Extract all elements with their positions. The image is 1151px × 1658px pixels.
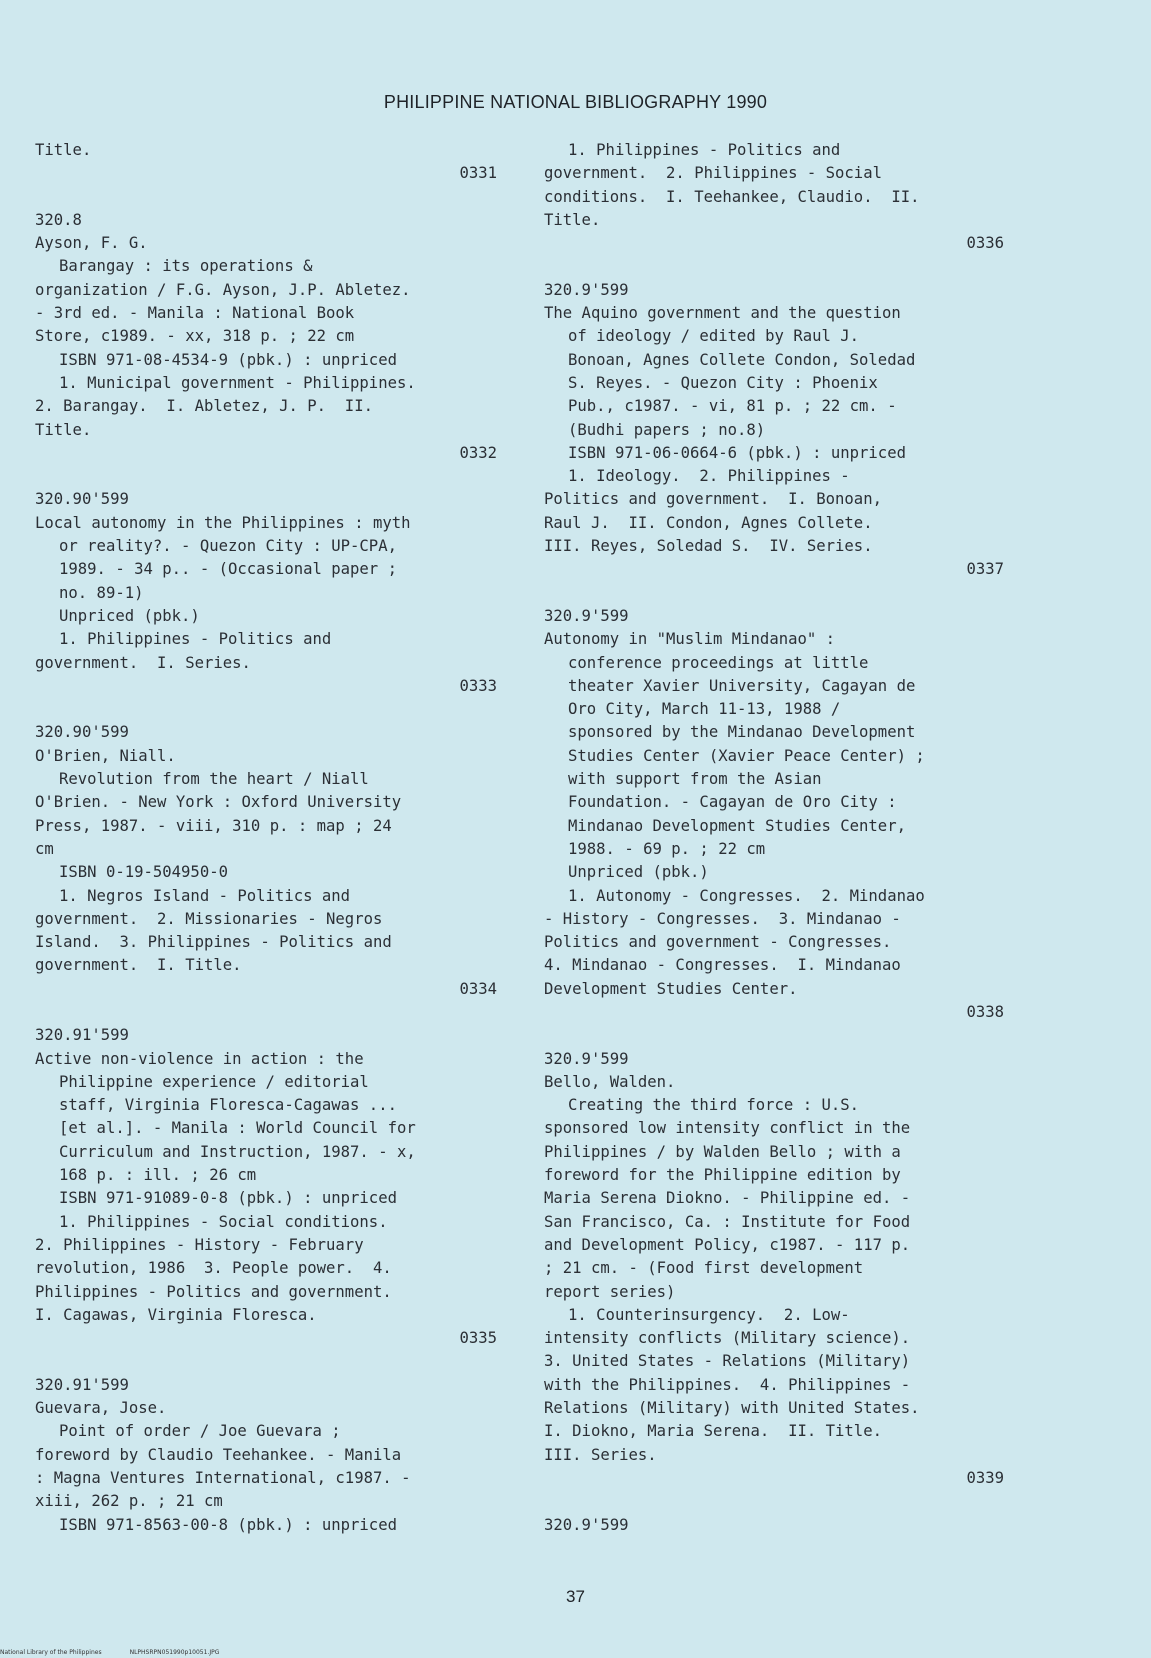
entry-line: Bello, Walden.: [544, 1072, 676, 1091]
entry-line: 1. Municipal government - Philippines.: [59, 373, 416, 392]
entry-line: 320.8: [35, 210, 82, 229]
entry-line: O'Brien, Niall.: [35, 746, 176, 765]
entry-spacer: [544, 1490, 1004, 1513]
entry-line: government. I. Series.: [35, 653, 251, 672]
bibliography-entry: [35, 1374, 497, 1537]
entry-line: Relations (Military) with United States.: [544, 1399, 920, 1418]
entry-line: organization / F.G. Ayson, J.P. Abletez.: [35, 280, 411, 299]
entry-line: Mindanao Development Studies Center,: [568, 816, 906, 835]
entry-line: ISBN 971-8563-00-8 (pbk.) : unpriced: [59, 1515, 397, 1534]
footer-source: National Library of the Philippines: [0, 1649, 102, 1656]
entry-spacer: [35, 186, 497, 209]
entry-line: Local autonomy in the Philippines : myth: [35, 513, 411, 532]
entry-line: 2. Philippines - History - February: [35, 1235, 364, 1254]
entry-line: 4. Mindanao - Congresses. I. Mindanao: [544, 956, 901, 975]
entry-line: 320.9'599: [544, 1049, 629, 1068]
entry-line: conference proceedings at little: [568, 653, 869, 672]
entry-line: Pub., c1987. - vi, 81 p. ; 22 cm. -: [568, 397, 897, 416]
entry-line: Creating the third force : U.S.: [568, 1096, 860, 1115]
entry-spacer: [35, 1001, 497, 1024]
entry-line: 2. Barangay. I. Abletez, J. P. II.: [35, 397, 373, 416]
entry-line: III. Series.: [544, 1445, 657, 1464]
entry-line: Press, 1987. - viii, 310 p. : map ; 24: [35, 816, 392, 835]
entry-line: and Development Policy, c1987. - 117 p.: [544, 1235, 911, 1254]
entry-line: or reality?. - Quezon City : UP-CPA,: [59, 537, 397, 556]
entry-number: 0332: [459, 443, 497, 462]
bibliography-entry: [35, 139, 497, 186]
entry-line: 320.90'599: [35, 490, 129, 509]
entry-line: with the Philippines. 4. Philippines -: [544, 1375, 911, 1394]
entry-number: 0331: [459, 164, 497, 183]
entry-line: government. 2. Missionaries - Negros: [35, 909, 383, 928]
entry-line: Unpriced (pbk.): [59, 606, 200, 625]
entry-line: Point of order / Joe Guevara ;: [59, 1422, 341, 1441]
entry-spacer: [35, 698, 497, 721]
entry-spacer: [544, 255, 1004, 278]
entry-line: Politics and government. I. Bonoan,: [544, 490, 882, 509]
entry-line: Title.: [35, 141, 92, 159]
entry-line: Curriculum and Instruction, 1987. - x,: [59, 1142, 416, 1161]
entry-line: 1. Counterinsurgency. 2. Low-: [568, 1305, 850, 1324]
entry-line: with support from the Asian: [568, 770, 822, 789]
entry-line: theater Xavier University, Cagayan de: [568, 676, 916, 695]
footer-file: NLPHSRPN051990p10051.JPG: [129, 1649, 220, 1656]
entry-line: 1989. - 34 p.. - (Occasional paper ;: [59, 560, 397, 579]
entry-line: Guevara, Jose.: [35, 1399, 167, 1418]
entry-line: 320.9'599: [544, 606, 629, 625]
entry-line: Island. 3. Philippines - Politics and: [35, 933, 392, 952]
entry-line: - 3rd ed. - Manila : National Book: [35, 304, 355, 323]
entry-line: ISBN 0-19-504950-0: [59, 863, 228, 882]
entry-line: 320.9'599: [544, 1515, 629, 1534]
entry-line: Maria Serena Diokno. - Philippine ed. -: [544, 1189, 911, 1208]
entry-number: 0337: [966, 560, 1004, 579]
entry-number: 0333: [459, 676, 497, 695]
entry-line: S. Reyes. - Quezon City : Phoenix: [568, 373, 878, 392]
entry-line: (Budhi papers ; no.8): [568, 420, 766, 439]
entry-line: sponsored by the Mindanao Development: [568, 723, 916, 742]
entry-line: Philippines / by Walden Bello ; with a: [544, 1142, 901, 1161]
entry-line: - History - Congresses. 3. Mindanao -: [544, 909, 901, 928]
entry-line: government. I. Title.: [35, 956, 242, 975]
entry-line: 1. Negros Island - Politics and: [59, 886, 351, 905]
entry-line: O'Brien. - New York : Oxford University: [35, 793, 402, 812]
entry-line: sponsored low intensity conflict in the: [544, 1119, 911, 1138]
entry-line: government. 2. Philippines - Social: [544, 164, 882, 183]
entry-line: [et al.]. - Manila : World Council for: [59, 1119, 416, 1138]
entry-line: 1. Philippines - Politics and: [568, 141, 841, 159]
entry-line: 3. United States - Relations (Military): [544, 1352, 911, 1371]
left-column: [35, 139, 497, 1537]
right-column: [544, 139, 1004, 1537]
entry-line: Philippines - Politics and government.: [35, 1282, 392, 1301]
entry-line: 1988. - 69 p. ; 22 cm: [568, 839, 766, 858]
entry-line: foreword by Claudio Teehankee. - Manila: [35, 1445, 402, 1464]
entry-line: III. Reyes, Soledad S. IV. Series.: [544, 537, 873, 556]
entry-line: Raul J. II. Condon, Agnes Collete.: [544, 513, 873, 532]
bibliography-entry: [544, 605, 1004, 1024]
entry-line: Ayson, F. G.: [35, 234, 148, 253]
entry-line: conditions. I. Teehankee, Claudio. II.: [544, 187, 920, 206]
entry-line: I. Cagawas, Virginia Floresca.: [35, 1305, 317, 1324]
entry-line: Active non-violence in action : the: [35, 1049, 364, 1068]
entry-line: Title.: [35, 420, 92, 439]
entry-spacer: [35, 1350, 497, 1373]
entry-line: 320.9'599: [544, 280, 629, 299]
entry-line: 1. Autonomy - Congresses. 2. Mindanao: [568, 886, 925, 905]
entry-line: Unpriced (pbk.): [568, 863, 709, 882]
entry-line: 168 p. : ill. ; 26 cm: [59, 1166, 257, 1185]
entry-line: cm: [35, 839, 54, 858]
entry-line: 320.91'599: [35, 1375, 129, 1394]
entry-line: no. 89-1): [59, 583, 144, 602]
entry-line: xiii, 262 p. ; 21 cm: [35, 1492, 223, 1511]
page-header: PHILIPPINE NATIONAL BIBLIOGRAPHY 1990: [383, 92, 768, 112]
entry-line: Oro City, March 11-13, 1988 /: [568, 700, 841, 719]
entry-spacer: [544, 582, 1004, 605]
entry-line: revolution, 1986 3. People power. 4.: [35, 1259, 392, 1278]
entry-line: : Magna Ventures International, c1987. -: [35, 1468, 411, 1487]
bibliography-entry: [544, 139, 1004, 255]
entry-line: Studies Center (Xavier Peace Center) ;: [568, 746, 925, 765]
entry-line: Development Studies Center.: [544, 979, 798, 998]
bibliography-entry: [544, 1048, 1004, 1491]
bibliography-entry: [35, 209, 497, 465]
entry-line: staff, Virginia Floresca-Cagawas ...: [59, 1096, 397, 1115]
entry-spacer: [544, 1024, 1004, 1047]
entry-number: 0336: [966, 234, 1004, 253]
page-number: 37: [566, 1587, 585, 1606]
bibliography-entry: [35, 721, 497, 1001]
entry-line: Store, c1989. - xx, 318 p. ; 22 cm: [35, 327, 355, 346]
entry-line: ISBN 971-06-0664-6 (pbk.) : unpriced: [568, 443, 906, 462]
bibliography-entry: [35, 1024, 497, 1350]
entry-line: Politics and government - Congresses.: [544, 933, 892, 952]
entry-line: 320.90'599: [35, 723, 129, 742]
entry-line: intensity conflicts (Military science).: [544, 1329, 911, 1348]
entry-number: 0335: [459, 1329, 497, 1348]
entry-line: Title.: [544, 210, 601, 229]
entry-line: 320.91'599: [35, 1026, 129, 1045]
entry-line: Barangay : its operations &: [59, 257, 313, 276]
entry-line: of ideology / edited by Raul J.: [568, 327, 860, 346]
bibliography-entry: [35, 488, 497, 698]
entry-number: 0338: [966, 1002, 1004, 1021]
entry-line: ISBN 971-91089-0-8 (pbk.) : unpriced: [59, 1189, 397, 1208]
entry-line: Bonoan, Agnes Collete Condon, Soledad: [568, 350, 916, 369]
footer: [0, 1649, 247, 1656]
entry-line: 1. Philippines - Social conditions.: [59, 1212, 388, 1231]
entry-spacer: [35, 465, 497, 488]
entry-line: 1. Ideology. 2. Philippines -: [568, 467, 850, 486]
entry-line: foreword for the Philippine edition by: [544, 1166, 901, 1185]
entry-line: report series): [544, 1282, 676, 1301]
entry-number: 0339: [966, 1468, 1004, 1487]
entry-line: Autonomy in "Muslim Mindanao" :: [544, 630, 836, 649]
entry-line: San Francisco, Ca. : Institute for Food: [544, 1212, 911, 1231]
entry-line: Philippine experience / editorial: [59, 1072, 369, 1091]
entry-line: 1. Philippines - Politics and: [59, 630, 332, 649]
bibliography-entry: [544, 279, 1004, 582]
entry-line: ISBN 971-08-4534-9 (pbk.) : unpriced: [59, 350, 397, 369]
entry-line: Foundation. - Cagayan de Oro City :: [568, 793, 897, 812]
entry-line: I. Diokno, Maria Serena. II. Title.: [544, 1422, 882, 1441]
entry-line: Revolution from the heart / Niall: [59, 770, 369, 789]
entry-line: ; 21 cm. - (Food first development: [544, 1259, 864, 1278]
entry-number: 0334: [459, 979, 497, 998]
entry-line: The Aquino government and the question: [544, 304, 901, 323]
bibliography-entry: [544, 1514, 1004, 1537]
